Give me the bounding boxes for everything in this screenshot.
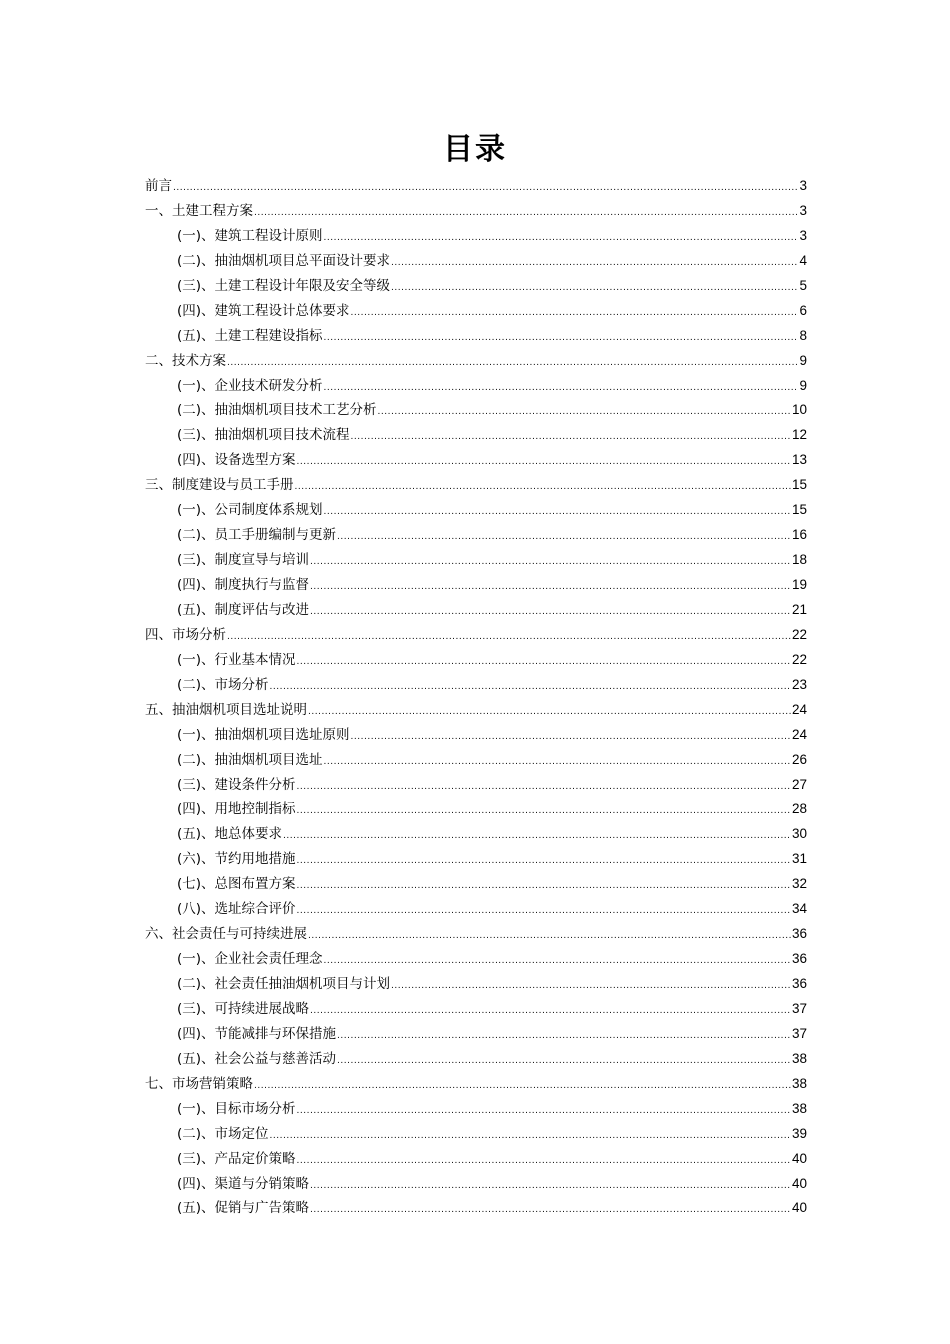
toc-entry[interactable] <box>145 398 807 423</box>
toc-entry[interactable] <box>145 897 807 922</box>
toc-entry[interactable] <box>145 748 807 773</box>
toc-entry-title: (四)、用地控制指标 <box>177 801 296 818</box>
toc-entry-title: (二)、员工手册编制与更新 <box>177 527 337 544</box>
toc-entry[interactable] <box>145 922 807 947</box>
toc-entry-title: (一)、行业基本情况 <box>177 651 296 668</box>
toc-entry-title: 五、抽油烟机项目选址说明 <box>145 701 307 718</box>
toc-entry-title: 一、土建工程方案 <box>145 202 253 219</box>
toc-dot-leader <box>391 974 791 998</box>
toc-dot-leader <box>324 326 799 350</box>
toc-dot-leader <box>324 750 791 774</box>
toc-entry[interactable] <box>145 1072 807 1097</box>
toc-entry[interactable] <box>145 523 807 548</box>
toc-page-number: 6 <box>799 302 807 318</box>
toc-page-number: 39 <box>791 1125 807 1141</box>
toc-entry-title: 七、市场营销策略 <box>145 1075 253 1092</box>
toc-entry-title: (四)、设备选型方案 <box>177 452 296 469</box>
toc-dot-leader <box>310 1174 791 1198</box>
toc-dot-leader <box>337 1024 791 1048</box>
toc-entry[interactable] <box>145 773 807 798</box>
toc-dot-leader <box>324 376 799 400</box>
toc-entry-title: (一)、企业社会责任理念 <box>177 951 323 968</box>
toc-entry[interactable] <box>145 648 807 673</box>
toc-page-number: 36 <box>791 926 807 942</box>
toc-entry[interactable] <box>145 822 807 847</box>
toc-entry-title: (三)、产品定价策略 <box>177 1150 296 1167</box>
toc-page-number: 15 <box>791 502 807 518</box>
toc-page-number: 22 <box>791 651 807 667</box>
toc-entry-title: (一)、抽油烟机项目选址原则 <box>177 726 350 743</box>
toc-entry[interactable] <box>145 598 807 623</box>
toc-dot-leader <box>378 400 791 424</box>
toc-entry[interactable] <box>145 972 807 997</box>
toc-entry-title: (五)、社会公益与慈善活动 <box>177 1050 337 1067</box>
toc-dot-leader <box>337 1049 791 1073</box>
toc-entry[interactable] <box>145 872 807 897</box>
toc-dot-leader <box>351 301 799 325</box>
toc-entry-title: 前言 <box>145 178 172 194</box>
toc-dot-leader <box>391 276 798 300</box>
toc-dot-leader <box>297 1099 791 1123</box>
toc-page-number: 37 <box>791 1025 807 1041</box>
toc-entry[interactable] <box>145 947 807 972</box>
toc-entry-title: (四)、制度执行与监督 <box>177 577 310 593</box>
toc-entry[interactable] <box>145 473 807 498</box>
toc-page-number: 12 <box>791 427 807 443</box>
toc-page-number: 9 <box>799 377 807 393</box>
toc-page-number: 9 <box>799 352 807 368</box>
toc-entry-title: (七)、总图布置方案 <box>177 876 296 893</box>
toc-entry[interactable] <box>145 1147 807 1172</box>
toc-entry-title: (三)、土建工程设计年限及安全等级 <box>177 277 391 294</box>
toc-entry[interactable] <box>145 1172 807 1197</box>
toc-entry-title: (三)、制度宣导与培训 <box>177 552 310 569</box>
toc-page-number: 27 <box>791 776 807 792</box>
toc-dot-leader <box>270 1124 791 1148</box>
toc-entry-title: (一)、目标市场分析 <box>177 1100 296 1117</box>
toc-dot-leader <box>324 500 791 524</box>
toc-entry[interactable] <box>145 673 807 698</box>
toc-page-number: 40 <box>791 1175 807 1191</box>
toc-entry-title: (一)、建筑工程设计原则 <box>177 227 323 244</box>
toc-dot-leader <box>297 799 791 823</box>
toc-entry-title: (五)、土建工程建设指标 <box>177 327 323 344</box>
toc-page-number: 37 <box>791 1000 807 1016</box>
toc-page-number: 24 <box>791 726 807 742</box>
toc-entry[interactable] <box>145 498 807 523</box>
toc-dot-leader <box>297 874 791 898</box>
toc-page-number: 34 <box>791 901 807 917</box>
toc-page-number: 15 <box>791 477 807 493</box>
toc-entry-title: 三、制度建设与员工手册 <box>145 477 294 494</box>
toc-page-number: 23 <box>791 676 807 692</box>
toc-dot-leader <box>351 425 791 449</box>
toc-dot-leader <box>297 899 791 923</box>
toc-entry[interactable] <box>145 548 807 573</box>
toc-entry-title: (三)、建设条件分析 <box>177 776 296 793</box>
toc-entry[interactable] <box>145 249 807 274</box>
toc-dot-leader <box>227 351 798 375</box>
toc-dot-leader <box>351 725 791 749</box>
toc-entry-title: (五)、促销与广告策略 <box>177 1200 310 1217</box>
toc-page-number: 22 <box>791 626 807 642</box>
toc-entry[interactable] <box>145 1097 807 1122</box>
toc-dot-leader <box>227 625 791 649</box>
toc-page-number: 13 <box>791 452 807 468</box>
toc-dot-leader <box>297 1149 791 1173</box>
toc-entry-title: 四、市场分析 <box>145 626 226 643</box>
toc-page-number: 38 <box>791 1100 807 1116</box>
toc-entry-title: (四)、渠道与分销策略 <box>177 1175 310 1192</box>
toc-entry-title: (四)、建筑工程设计总体要求 <box>177 302 350 319</box>
toc-entry[interactable] <box>145 698 807 723</box>
toc-dot-leader <box>310 1198 791 1222</box>
toc-page-number: 18 <box>791 552 807 568</box>
toc-dot-leader <box>324 226 799 250</box>
toc-page-number: 5 <box>799 277 807 293</box>
toc-entry-title: (一)、企业技术研发分析 <box>177 377 323 394</box>
toc-page-number: 3 <box>799 178 807 193</box>
toc-page-number: 3 <box>799 202 807 218</box>
toc-entry[interactable] <box>145 723 807 748</box>
toc-entry-title: (二)、抽油烟机项目选址 <box>177 751 323 768</box>
toc-dot-leader <box>254 1074 791 1098</box>
toc-entry[interactable] <box>145 573 807 598</box>
toc-dot-leader <box>283 824 791 848</box>
toc-page-number: 10 <box>791 402 807 418</box>
toc-entry[interactable] <box>145 274 807 299</box>
toc-entry-title: (二)、抽油烟机项目总平面设计要求 <box>177 252 391 269</box>
toc-entry[interactable] <box>145 1047 807 1072</box>
toc-dot-leader <box>308 700 791 724</box>
page-title: 目录 <box>443 132 507 167</box>
toc-page-number: 31 <box>791 851 807 867</box>
toc-list <box>145 174 807 1221</box>
toc-entry[interactable] <box>145 299 807 324</box>
toc-page-number: 16 <box>791 527 807 543</box>
toc-entry-title: (三)、抽油烟机项目技术流程 <box>177 427 350 444</box>
toc-dot-leader <box>297 650 791 674</box>
toc-dot-leader <box>310 999 791 1023</box>
toc-entry[interactable] <box>145 1196 807 1221</box>
toc-page-number: 36 <box>791 951 807 967</box>
toc-entry[interactable] <box>145 374 807 399</box>
toc-dot-leader <box>310 550 791 574</box>
toc-entry[interactable] <box>145 324 807 349</box>
toc-dot-leader <box>324 949 791 973</box>
toc-dot-leader <box>308 924 791 948</box>
toc-page-number: 36 <box>791 976 807 991</box>
toc-dot-leader <box>310 600 791 624</box>
toc-entry-title: (二)、市场定位 <box>177 1125 269 1142</box>
toc-page-number: 40 <box>791 1200 807 1216</box>
toc-entry-title: 六、社会责任与可持续进展 <box>145 926 307 943</box>
toc-entry-title: (三)、可持续进展战略 <box>177 1000 310 1017</box>
toc-page-number: 28 <box>791 801 807 817</box>
toc-entry-title: (六)、节约用地措施 <box>177 851 296 868</box>
toc-entry[interactable] <box>145 847 807 872</box>
toc-dot-leader <box>337 525 791 549</box>
toc-entry[interactable] <box>145 349 807 374</box>
toc-page-number: 32 <box>791 876 807 892</box>
toc-entry-title: 二、技术方案 <box>145 352 226 369</box>
toc-page-number: 21 <box>791 601 807 617</box>
toc-dot-leader <box>391 251 798 275</box>
toc-page-number: 38 <box>791 1075 807 1091</box>
toc-entry[interactable] <box>145 174 807 199</box>
toc-page-number: 26 <box>791 751 807 767</box>
toc-dot-leader <box>297 450 791 474</box>
toc-entry-title: (五)、制度评估与改进 <box>177 601 310 618</box>
toc-entry[interactable] <box>145 448 807 473</box>
toc-entry[interactable] <box>145 199 807 224</box>
toc-entry[interactable] <box>145 423 807 448</box>
toc-entry-title: (八)、选址综合评价 <box>177 901 296 918</box>
toc-page-number: 24 <box>791 701 807 717</box>
toc-dot-leader <box>295 475 791 499</box>
toc-entry[interactable] <box>145 997 807 1022</box>
toc-entry-title: (二)、市场分析 <box>177 676 269 693</box>
toc-entry-title: (二)、社会责任抽油烟机项目与计划 <box>177 976 391 992</box>
toc-page-number: 30 <box>791 826 807 842</box>
toc-page-number: 3 <box>799 227 807 243</box>
toc-dot-leader <box>310 575 791 599</box>
toc-entry-title: (五)、地总体要求 <box>177 826 283 843</box>
toc-entry-title: (一)、公司制度体系规划 <box>177 502 323 519</box>
toc-dot-leader <box>297 775 791 799</box>
toc-entry[interactable] <box>145 1022 807 1047</box>
toc-entry[interactable] <box>145 797 807 822</box>
toc-dot-leader <box>173 176 798 200</box>
toc-page-number: 4 <box>799 252 807 268</box>
toc-page-number: 40 <box>791 1150 807 1166</box>
toc-dot-leader <box>297 849 791 873</box>
toc-entry-title: (二)、抽油烟机项目技术工艺分析 <box>177 402 377 419</box>
toc-page-number: 38 <box>791 1050 807 1066</box>
toc-entry[interactable] <box>145 623 807 648</box>
toc-page-number: 19 <box>791 577 807 592</box>
toc-entry-title: (四)、节能减排与环保措施 <box>177 1025 337 1042</box>
toc-entry[interactable] <box>145 1122 807 1147</box>
toc-page-number: 8 <box>799 327 807 343</box>
toc-dot-leader <box>254 201 798 225</box>
toc-entry[interactable] <box>145 224 807 249</box>
toc-dot-leader <box>270 675 791 699</box>
